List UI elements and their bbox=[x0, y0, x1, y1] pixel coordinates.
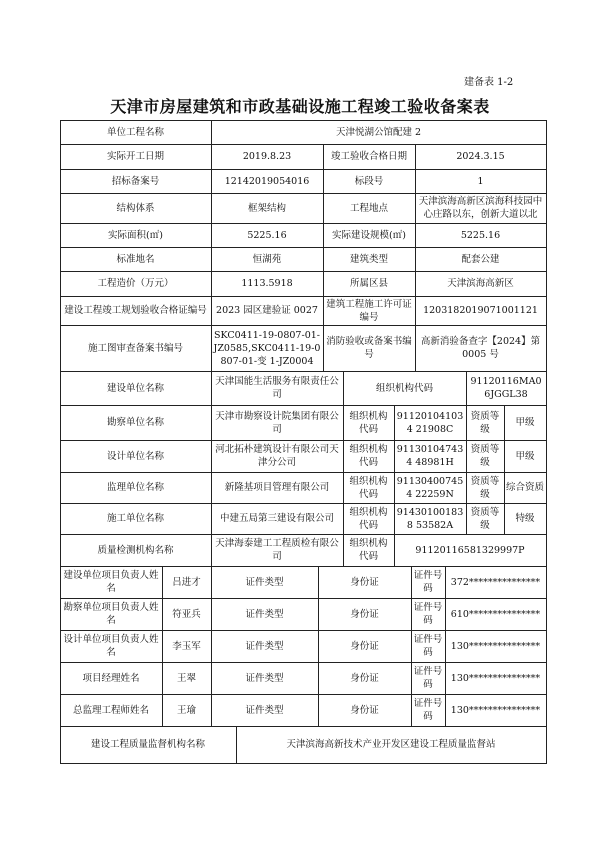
table-rule bbox=[546, 271, 547, 296]
id-number-label: 证件号码 bbox=[413, 634, 443, 658]
id-type-value: 身份证 bbox=[350, 640, 379, 652]
id-type-label: 证件类型 bbox=[245, 704, 284, 716]
table-rule bbox=[546, 405, 547, 440]
id-type-label: 证件类型 bbox=[245, 608, 284, 620]
person-name: 王翠 bbox=[176, 672, 196, 684]
field-label: 实际开工日期 bbox=[106, 151, 164, 162]
supervision-label: 建设工程质量监督机构名称 bbox=[90, 739, 205, 750]
project-name-label: 单位工程名称 bbox=[106, 126, 164, 138]
table-rule bbox=[546, 325, 547, 371]
field-value: 天津滨海高新区滨海科技园中心庄路以东，创新大道以北 bbox=[418, 196, 543, 220]
field-label: 标段号 bbox=[354, 175, 384, 187]
person-role-label: 设计单位项目负责人姓名 bbox=[63, 634, 159, 658]
field-label: 招标备案号 bbox=[111, 175, 160, 187]
id-type-label: 证件类型 bbox=[245, 672, 284, 684]
table-rule bbox=[546, 630, 547, 662]
id-number-label: 证件号码 bbox=[413, 666, 443, 690]
field-value: 配套公建 bbox=[461, 253, 500, 265]
org-code-label: 组织机构代码 bbox=[349, 444, 388, 468]
table-rule bbox=[546, 534, 547, 566]
table-rule bbox=[546, 566, 547, 598]
org-code-label: 组织机构代码 bbox=[349, 475, 388, 500]
unit-name-label: 施工单位名称 bbox=[106, 513, 164, 524]
org-code-value: 911301047434 48981H bbox=[396, 444, 464, 468]
field-value: 5225.16 bbox=[247, 229, 287, 241]
field-label: 结构体系 bbox=[116, 202, 155, 214]
person-role-label: 总监理工程师姓名 bbox=[72, 704, 149, 716]
unit-name-label: 监理单位名称 bbox=[106, 482, 164, 493]
grade-label: 资质等级 bbox=[470, 444, 500, 468]
field-label: 建筑工程施工许可证编号 bbox=[326, 298, 412, 323]
person-role-label: 项目经理姓名 bbox=[82, 672, 140, 684]
table-rule bbox=[546, 169, 547, 193]
table-rule bbox=[546, 247, 547, 271]
id-type-value: 身份证 bbox=[350, 576, 379, 588]
table-rule bbox=[60, 763, 547, 764]
id-type-label: 证件类型 bbox=[245, 640, 284, 652]
grade-label: 资质等级 bbox=[470, 475, 500, 500]
id-number-value: 610*************** bbox=[450, 608, 541, 620]
id-number-value: 130*************** bbox=[450, 704, 541, 716]
grade-value: 特级 bbox=[515, 513, 535, 524]
org-code-label: 组织机构代码 bbox=[349, 410, 388, 435]
form-title: 天津市房屋建筑和市政基础设施工程竣工验收备案表 bbox=[110, 97, 490, 116]
grade-value: 综合资质 bbox=[506, 482, 545, 493]
field-value: 框架结构 bbox=[247, 202, 286, 214]
grade-label: 资质等级 bbox=[470, 410, 500, 435]
org-code-label: 组织机构代码 bbox=[375, 382, 433, 394]
id-type-value: 身份证 bbox=[350, 704, 379, 716]
field-label: 竣工验收合格日期 bbox=[330, 151, 407, 162]
id-number-value: 130*************** bbox=[450, 672, 541, 684]
org-code-label: 组织机构代码 bbox=[349, 538, 388, 562]
org-code-value: 911201041034 21908C bbox=[396, 410, 464, 435]
table-rule bbox=[546, 440, 547, 472]
person-role-label: 建设单位项目负责人姓名 bbox=[63, 570, 159, 594]
field-value: 12031820190710011​21 bbox=[423, 305, 538, 316]
grade-value: 甲级 bbox=[515, 450, 535, 462]
field-value: 1 bbox=[477, 175, 484, 187]
person-name: 吕进才 bbox=[172, 576, 201, 588]
id-number-value: 372*************** bbox=[450, 576, 541, 588]
field-value: 5225.16 bbox=[460, 229, 501, 241]
table-rule bbox=[546, 598, 547, 630]
person-name: 王瑜 bbox=[176, 704, 196, 716]
table-rule bbox=[546, 472, 547, 503]
org-code-value: 911304007454 22259N bbox=[396, 475, 464, 500]
field-label: 实际建设规模(㎡) bbox=[332, 229, 406, 241]
field-value: 2024.3.15 bbox=[456, 151, 505, 162]
unit-name-value: 新隆基项目管理有限公司 bbox=[224, 482, 330, 493]
field-value: 1113.5918 bbox=[241, 278, 293, 289]
field-value: 12142019054016 bbox=[224, 175, 310, 187]
field-value: 天津滨海高新区 bbox=[447, 278, 514, 289]
field-label: 建筑类型 bbox=[349, 253, 388, 265]
org-code-label: 组织机构代码 bbox=[349, 506, 388, 531]
construction-unit-value: 天津国能生活服务有限责任公司 bbox=[215, 376, 339, 400]
table-rule bbox=[546, 694, 547, 726]
field-value: 恒湖苑 bbox=[252, 253, 282, 265]
testing-unit-label: 质量检测机构名称 bbox=[97, 544, 174, 556]
person-role-label: 勘察单位项目负责人姓名 bbox=[63, 602, 159, 626]
table-rule bbox=[546, 296, 547, 325]
id-type-label: 证件类型 bbox=[245, 576, 284, 588]
person-name: 符亚兵 bbox=[172, 608, 201, 620]
field-label: 标准地名 bbox=[116, 253, 155, 265]
supervision-value: 天津滨海高新技术产业开发区建设工程质量监督站 bbox=[286, 739, 496, 750]
grade-value: 甲级 bbox=[515, 417, 535, 428]
form-number: 建备表 1-2 bbox=[464, 77, 514, 88]
id-number-label: 证件号码 bbox=[413, 602, 443, 626]
field-value: 高新消验备查字【2024】第 0005 号 bbox=[420, 336, 541, 360]
field-label: 工程造价（万元） bbox=[97, 278, 174, 289]
table-rule bbox=[546, 193, 547, 223]
table-rule bbox=[546, 120, 547, 144]
id-type-value: 身份证 bbox=[350, 672, 379, 684]
field-label: 建设工程竣工规划验收合格证编号 bbox=[64, 305, 207, 316]
table-rule bbox=[546, 662, 547, 694]
construction-unit-label: 建设单位名称 bbox=[106, 382, 164, 394]
table-rule bbox=[546, 371, 547, 405]
field-value: 2023 园区建验证 0027 bbox=[216, 305, 318, 316]
org-code-value: 914301001838 53582A bbox=[396, 506, 464, 531]
field-label: 消防验收或备案书编号 bbox=[326, 336, 412, 360]
field-value: SKC0411-19-0807-01-JZ0585,SKC0411-19-0807-01-变 1-JZ0004 bbox=[213, 329, 321, 367]
id-number-value: 130*************** bbox=[450, 640, 541, 652]
table-rule bbox=[546, 503, 547, 534]
field-label: 所属区县 bbox=[349, 278, 388, 289]
project-name-value: 天津悦湖公馆配建 2 bbox=[335, 126, 422, 138]
id-type-value: 身份证 bbox=[350, 608, 379, 620]
testing-unit-value: 天津海泰建工工程质检有限公司 bbox=[215, 538, 339, 562]
unit-name-value: 天津市勘察设计院集团有限公司 bbox=[215, 410, 339, 435]
grade-label: 资质等级 bbox=[470, 506, 500, 531]
table-rule bbox=[546, 223, 547, 247]
field-label: 工程地点 bbox=[349, 202, 388, 214]
person-name: 李玉军 bbox=[172, 640, 201, 652]
field-label: 施工图审查备案书编号 bbox=[87, 342, 183, 354]
unit-name-value: 中建五局第三建设有限公司 bbox=[219, 513, 334, 524]
field-value: 2019.8.23 bbox=[242, 151, 292, 162]
unit-name-value: 河北拓朴建筑设计有限公司天津分公司 bbox=[215, 444, 339, 468]
id-number-label: 证件号码 bbox=[413, 570, 443, 594]
table-rule bbox=[546, 726, 547, 763]
unit-name-label: 设计单位名称 bbox=[106, 450, 164, 462]
field-label: 实际面积(㎡) bbox=[108, 229, 163, 241]
unit-name-label: 勘察单位名称 bbox=[106, 417, 164, 428]
id-number-label: 证件号码 bbox=[413, 698, 443, 722]
org-code-value: 91120116MA06JGGL38 bbox=[470, 376, 542, 400]
table-rule bbox=[546, 144, 547, 169]
org-code-value: 91120116581329997P bbox=[415, 544, 525, 556]
